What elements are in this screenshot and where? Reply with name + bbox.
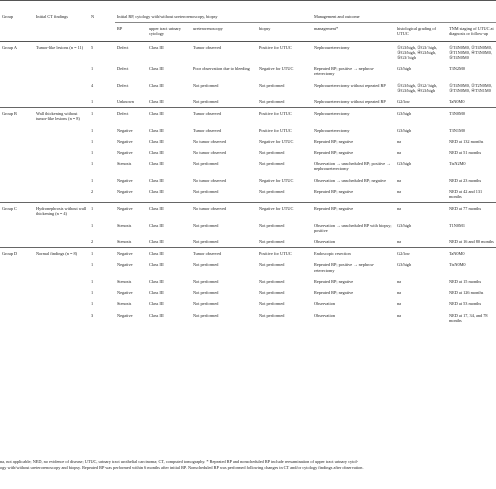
table-row: [0, 287, 496, 298]
cell-biopsy: Negative for UTUC: [259, 177, 294, 183]
cell-ureterorenoscopy: Not performed: [193, 301, 219, 307]
cell-rp: Negative: [115, 203, 147, 220]
cell-initial-ct: [34, 220, 89, 236]
cell-management: Repeated RP; negative: [314, 150, 354, 156]
cell-tnm: NED at 77 months: [447, 203, 496, 220]
cell-grading: G3/high: [395, 108, 447, 125]
cell-grading: G2/low: [397, 99, 410, 105]
cell-cytology: Class III: [149, 278, 164, 284]
cell-ureterorenoscopy: Tumor observed: [193, 127, 222, 133]
header-management-outcome: Management and outcome: [312, 1, 496, 23]
cell-cytology: Class III: [147, 248, 191, 260]
cell-initial-ct: [34, 125, 89, 136]
cell-n: 1: [91, 66, 94, 72]
cell-cytology: Class III: [149, 222, 164, 228]
cell-cytology: Class III: [149, 239, 164, 245]
table-row: [0, 236, 496, 248]
cell-grading: na: [397, 177, 402, 183]
cell-ureterorenoscopy: No tumor observed: [193, 138, 227, 144]
cell-n: 1: [91, 301, 94, 307]
cell-biopsy: Not performed: [259, 301, 285, 307]
cell-group: [0, 259, 34, 275]
cell-rp: Stenosis: [117, 278, 132, 284]
cell-biopsy: Not performed: [259, 222, 285, 228]
cell-biopsy: Not performed: [259, 188, 285, 194]
cell-rp: Unknown: [117, 99, 134, 105]
table-row: [0, 259, 496, 275]
cell-group: [0, 125, 34, 136]
cell-cytology: Class III: [149, 262, 164, 268]
cell-tnm: NED at 126 months: [449, 290, 484, 296]
cell-biopsy: Positive for UTUC: [257, 248, 312, 260]
cell-cytology: Class III: [147, 108, 191, 125]
table-row: [0, 80, 496, 96]
cell-grading: G3/high: [397, 262, 412, 268]
cell-management: Repeated RP; positive → nephroureterectomy: [314, 66, 375, 77]
cell-n: 4: [91, 82, 94, 88]
cell-biopsy: Not performed: [259, 278, 285, 284]
cell-cytology: Class III: [149, 150, 164, 156]
cell-group: [0, 276, 34, 287]
cell-initial-ct: Wall thickening without tumor-like lesions (n = 8): [34, 108, 89, 125]
cell-cytology: Class III: [149, 312, 164, 318]
cell-initial-ct: Hydronephrosis without wall thickening (n = 4): [34, 203, 89, 220]
cell-rp: Defect: [115, 108, 147, 125]
cell-n: 1: [91, 290, 94, 296]
cell-grading: na: [397, 239, 402, 245]
cell-initial-ct: [34, 175, 89, 186]
cell-management: Repeated RP; negative: [314, 278, 354, 284]
cell-initial-ct: [34, 276, 89, 287]
cell-tnm: NED at 42 and 131 months: [449, 188, 483, 200]
cell-management: Nephroureterectomy: [314, 127, 350, 133]
header-rp: RP: [117, 26, 123, 32]
header-initial-ct: Initial CT findings: [36, 14, 68, 19]
cell-ureterorenoscopy: Tumor observed: [191, 108, 257, 125]
cell-ureterorenoscopy: Not performed: [193, 82, 219, 88]
cell-management: Repeated RP; negative: [314, 188, 354, 194]
table-row: [0, 108, 496, 125]
cell-group: Group B: [0, 108, 34, 125]
header-n: N: [91, 14, 95, 19]
cell-rp: Stenosis: [117, 161, 132, 167]
cell-group: Group C: [0, 203, 34, 220]
cell-cytology: Class III: [149, 44, 164, 50]
cell-tnm: ①T4N0M0, ②T4N0M0, ③T1N0M0, ④T3N0M0, ⑤T4N0M0: [449, 44, 492, 61]
cell-rp: Defect: [117, 66, 129, 72]
table-row: [0, 136, 496, 147]
cell-cytology: Class III: [149, 290, 164, 296]
table-row: [0, 125, 496, 136]
cell-cytology: Class III: [149, 301, 164, 307]
cell-management: Nephroureterectomy without repeated RP: [314, 99, 386, 105]
cell-ureterorenoscopy: Not performed: [193, 290, 219, 296]
cell-initial-ct: [34, 298, 89, 309]
cell-ureterorenoscopy: Not performed: [193, 188, 219, 194]
cell-ureterorenoscopy: Not performed: [193, 312, 219, 318]
cell-tnm: T3N0M0: [447, 108, 496, 125]
cell-rp: Negative: [117, 262, 133, 268]
table-row: [0, 298, 496, 309]
header-group: Group: [2, 14, 13, 19]
cell-tnm: NED at 51 months: [449, 150, 482, 156]
cell-rp: Negative: [117, 177, 133, 183]
cell-initial-ct: [34, 158, 89, 174]
cell-n: 1: [91, 138, 94, 144]
cell-n: 1: [91, 99, 94, 105]
cell-group: Group A: [2, 44, 17, 50]
cell-grading: na: [397, 138, 402, 144]
cell-initial-ct: [34, 186, 89, 203]
cell-rp: Negative: [117, 150, 133, 156]
cell-group: [0, 287, 34, 298]
cell-grading: G2/low: [395, 248, 447, 260]
table-body: [0, 41, 496, 326]
table-row: [0, 220, 496, 236]
cell-grading: na: [397, 188, 402, 194]
header-ureterorenoscopy: ureterorenoscopy: [193, 26, 223, 32]
cell-ureterorenoscopy: Not performed: [193, 99, 219, 105]
cell-biopsy: Positive for UTUC: [259, 127, 292, 133]
cell-cytology: Class III: [149, 66, 164, 72]
cell-management: Observation → unscheduled RP; negative: [314, 177, 387, 183]
cell-grading: ①G3/high, ②G3/ high, ③G3/high, ④G3/high, ⑤G3/ high: [397, 44, 438, 61]
cell-biopsy: Not performed: [259, 239, 285, 245]
cell-n: 1: [91, 150, 94, 156]
cell-n: 2: [91, 188, 94, 194]
cell-ureterorenoscopy: No tumor observed: [193, 177, 227, 183]
table-row: [0, 158, 496, 174]
cell-biopsy: Not performed: [259, 290, 285, 296]
cell-n: 2: [91, 239, 94, 245]
cell-biopsy: Not performed: [259, 82, 285, 88]
cell-management: Repeated RP; positive → nephroureterectomy: [314, 262, 375, 273]
table-row: [0, 248, 496, 260]
cell-management: Observation: [314, 312, 336, 318]
cell-management: Repeated RP; negative: [314, 290, 354, 296]
cell-tnm: ①T4N0M0, ②T2N0M0, ③T3N0M0, ④T3N1M0: [449, 82, 492, 93]
cell-group: [0, 186, 34, 203]
cell-initial-ct: [34, 80, 89, 96]
cell-cytology: Class III: [149, 188, 164, 194]
cell-n: 1: [89, 203, 115, 220]
table-row: [0, 147, 496, 158]
table-footnote: [0, 459, 496, 471]
cell-ureterorenoscopy: Poor observation due to bleeding: [193, 66, 250, 72]
header-cytology: upper tract urinary cytology: [149, 26, 181, 37]
table-row: [0, 276, 496, 287]
cell-rp: Negative: [117, 290, 133, 296]
cell-management: Observation: [314, 239, 336, 245]
cell-ureterorenoscopy: Not performed: [193, 239, 219, 245]
cell-n: 1: [91, 278, 94, 284]
cell-tnm: NED at 15 months: [449, 278, 482, 284]
cell-tnm: TaN0M0: [449, 99, 465, 105]
table-row: [0, 310, 496, 326]
cell-n: 1: [91, 222, 94, 228]
cell-rp: Stenosis: [117, 301, 132, 307]
cell-rp: Negative: [117, 188, 133, 194]
table-row: [0, 96, 496, 108]
cell-rp: Negative: [117, 127, 133, 133]
table-row: [0, 186, 496, 203]
cell-tnm: TaN0M0: [447, 248, 496, 260]
cell-grading: ①G3/high, ②G2/ high, ③G3/high, ④G3/high: [397, 82, 438, 93]
cell-management: Endoscopic resection: [312, 248, 395, 260]
cell-n: 1: [89, 248, 115, 260]
cell-n: 5: [91, 44, 94, 50]
cell-n: 1: [89, 108, 115, 125]
cell-tnm: TisN2M0: [449, 161, 466, 167]
cell-ureterorenoscopy: Not performed: [193, 222, 219, 228]
cell-grading: na: [397, 312, 402, 318]
cell-biopsy: Positive for UTUC: [257, 108, 312, 125]
cell-tnm: TisN0M0: [449, 262, 466, 268]
cell-rp: Negative: [115, 248, 147, 260]
cell-group: [0, 175, 34, 186]
footnote-line-1: na, not applicable; NED, no evidence of disease; UTUC, urinary tract urothelial carcinoma; CT, computed tomography. * Repeated RP and nonscheduled RP include reexamination of upper tract urinary cytol-: [0, 459, 359, 464]
cell-rp: Negative: [117, 138, 133, 144]
cell-group: Group D: [0, 248, 34, 260]
cell-ureterorenoscopy: Not performed: [193, 161, 219, 167]
cell-tnm: NED at 23 months: [449, 177, 482, 183]
cell-grading: na: [397, 150, 402, 156]
cell-n: 3: [91, 312, 94, 318]
cell-group: [0, 310, 34, 326]
cell-grading: na: [397, 290, 402, 296]
cell-biopsy: Not performed: [259, 99, 285, 105]
cell-biopsy: Not performed: [259, 161, 285, 167]
cell-initial-ct: [34, 236, 89, 248]
header-biopsy: biopsy: [259, 26, 271, 32]
cell-tnm: NED at 16 and 80 months: [449, 239, 494, 245]
table-row: [0, 203, 496, 220]
cell-management: Nephroureterectomy without repeated RP: [314, 82, 386, 88]
cell-n: 1: [91, 177, 94, 183]
cell-cytology: Class III: [149, 99, 164, 105]
cell-biopsy: Not performed: [259, 312, 285, 318]
cell-grading: G3/high: [397, 161, 412, 167]
cell-group: [0, 236, 34, 248]
cell-ureterorenoscopy: Tumor observed: [191, 248, 257, 260]
footnote-line-2: ogy with/without ureterorenoscopy and biopsy. Repeated RP was performed within 6 months after initial RP. Nonscheduled RP was performed following changes in CT and/or cytology findings after observation.: [0, 465, 364, 470]
cell-cytology: Class III: [149, 177, 164, 183]
cell-management: Repeated RP; negative: [312, 203, 395, 220]
cell-n: 1: [91, 262, 94, 268]
cell-n: 1: [91, 161, 94, 167]
cell-grading: G3/high: [397, 127, 412, 133]
cell-group: [0, 158, 34, 174]
cell-group: [0, 136, 34, 147]
cell-rp: Stenosis: [117, 222, 132, 228]
cell-ureterorenoscopy: No tumor observed: [193, 150, 227, 156]
cell-rp: Defect: [117, 44, 129, 50]
cell-ureterorenoscopy: Not performed: [193, 278, 219, 284]
header-initial-rp: Initial RP, cytology with/without ureterorenoscopy, biopsy: [115, 1, 312, 23]
cell-cytology: Class III: [149, 161, 164, 167]
cell-grading: G3/high: [397, 222, 412, 228]
cell-cytology: Class III: [149, 138, 164, 144]
cell-grading: na: [397, 278, 402, 284]
cell-biopsy: Not performed: [259, 262, 285, 268]
cell-tnm: T3N2M0: [449, 66, 466, 72]
cell-management: Nephroureterectomy: [314, 44, 350, 50]
header-grading: histological grading of UTUC: [397, 26, 436, 37]
cell-cytology: Class III: [149, 82, 164, 88]
cell-rp: Defect: [117, 82, 129, 88]
cell-management: Observation → unscheduled RP with biopsy; positive: [314, 222, 392, 233]
cell-initial-ct: Tumor-like lesions (n = 11): [36, 44, 84, 50]
cell-ureterorenoscopy: No tumor observed: [191, 203, 257, 220]
table-row: [0, 41, 496, 63]
cell-tnm: NED at 132 months: [449, 138, 484, 144]
cell-management: Nephroureterectomy: [312, 108, 395, 125]
header-management: management*: [314, 26, 339, 32]
cell-initial-ct: [34, 96, 89, 108]
cell-ureterorenoscopy: Not performed: [193, 262, 219, 268]
cell-biopsy: Negative for UTUC: [259, 66, 294, 72]
cell-grading: na: [395, 203, 447, 220]
table-row: [0, 175, 496, 186]
cell-group: [0, 298, 34, 309]
cell-initial-ct: Normal findings (n = 8): [34, 248, 89, 260]
cell-n: 1: [91, 127, 94, 133]
table-row: [0, 63, 496, 79]
cell-biopsy: Not performed: [259, 150, 285, 156]
cell-tnm: NED at 53 months: [449, 301, 482, 307]
cell-group: [0, 147, 34, 158]
cell-grading: na: [397, 301, 402, 307]
cell-initial-ct: [34, 63, 89, 79]
cell-group: [0, 80, 34, 96]
cell-group: [0, 96, 34, 108]
cell-management: Observation → unscheduled RP; positive → nephroureterectomy: [314, 161, 391, 172]
cell-initial-ct: [34, 287, 89, 298]
cell-group: [0, 63, 34, 79]
cell-cytology: Class III: [147, 203, 191, 220]
cell-tnm: T1N0M1: [449, 222, 466, 228]
cell-cytology: Class III: [149, 127, 164, 133]
cell-biopsy: Negative for UTUC: [257, 203, 312, 220]
cell-rp: Negative: [117, 312, 133, 318]
cell-group: [0, 220, 34, 236]
cell-tnm: NED at 17, 34, and 78 months: [449, 312, 488, 323]
cell-ureterorenoscopy: Tumor observed: [193, 44, 222, 50]
cell-management: Repeated RP; negative: [314, 138, 354, 144]
cell-initial-ct: [34, 147, 89, 158]
cell-initial-ct: [34, 259, 89, 275]
cell-management: Observation: [314, 301, 336, 307]
cell-grading: G3/high: [397, 66, 412, 72]
cell-initial-ct: [34, 310, 89, 326]
cell-initial-ct: [34, 136, 89, 147]
cell-biopsy: Negative for UTUC: [259, 138, 294, 144]
cell-biopsy: Positive for UTUC: [259, 44, 292, 50]
cell-rp: Stenosis: [117, 239, 132, 245]
cell-tnm: T3N1M0: [449, 127, 466, 133]
header-tnm: TNM staging of UTUC at diagnosis or follow-up: [449, 26, 494, 37]
